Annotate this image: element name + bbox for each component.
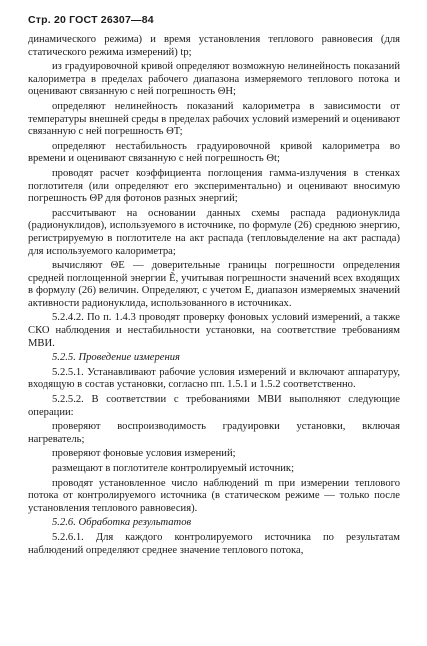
list-item: размещают в поглотителе контролируемый источник; — [52, 463, 295, 474]
section-paragraph: 5.2.5.2. В соответствии с требованиями МВИ выполняют следующие операции: — [28, 394, 400, 418]
section-heading: 5.2.6. Обработка результатов — [52, 517, 192, 529]
paragraph: определяют нелинейность показаний калориметра в зависимости от температуры внешней среды в пределах рабочих условий измерений и оценивают связанную с ней погрешность ΘT; — [28, 100, 400, 138]
paragraph: из градуировочной кривой определяют возможную нелинейность показаний калориметра в пределах рабочего диапазона измеряемого теплового потока и оценивают связанную с ней погрешность ΘН; — [28, 61, 400, 98]
list-item: проверяют воспроизводимость градуировки установки, включая нагреватель; — [28, 421, 400, 445]
section-paragraph: 5.2.4.2. По п. 1.4.3 проводят проверку фоновых условий измерений, а также СКО наблюдения и нестабильности установки, на соответствие требованиям МВИ. — [28, 312, 400, 349]
paragraph: рассчитывают на основании данных схемы распада радионуклида (радионуклидов), используемого в источнике, по формуле (26) среднюю энергию, регистрируемую в поглотителе на акт распада (тепловыделение на акт распада) для используемого калориметра; — [28, 207, 400, 257]
document-body — [28, 34, 400, 557]
list-item: проводят установленное число наблюдений m при измерении теплового потока от контролируемого источника (в статическом режиме — только после установления теплового равновесия). — [28, 477, 400, 514]
section-paragraph: 5.2.5.1. Устанавливают рабочие условия измерений и включают аппаратуру, входящую в состав установки, согласно пп. 1.5.1 и 1.5.2 соответственно. — [28, 366, 400, 391]
section-paragraph: 5.2.6.1. Для каждого контролируемого источника по результатам наблюдений определяют среднее значение теплового потока, — [28, 531, 400, 556]
paragraph: определяют нестабильность градуировочной кривой калориметра во времени и оценивают связанную с ней погрешность Θt; — [28, 140, 400, 165]
paragraph: проводят расчет коэффициента поглощения гамма-излучения в стенках поглотителя (или определяют его экспериментально) и оценивают вносимую погрешность ΘP для фотонов разных энергий; — [28, 167, 400, 205]
paragraph: вычисляют ΘE — доверительные границы погрешности определения средней поглощенной энергии Ẽ, учитывая погрешности значений всех входящих в формулу (26) величин. Определяют, с учетом E, диапазон измеряемых значений активности радионуклида, использованного в источниках. — [28, 260, 400, 309]
paragraph: динамического режима) и время установления теплового равновесия (для статического режима измерений) tp; — [28, 34, 400, 58]
section-heading: 5.2.5. Проведение измерения — [52, 352, 180, 364]
list-item: проверяют фоновые условия измерений; — [52, 448, 236, 460]
page-header: Стр. 20 ГОСТ 26307—84 — [28, 14, 154, 26]
